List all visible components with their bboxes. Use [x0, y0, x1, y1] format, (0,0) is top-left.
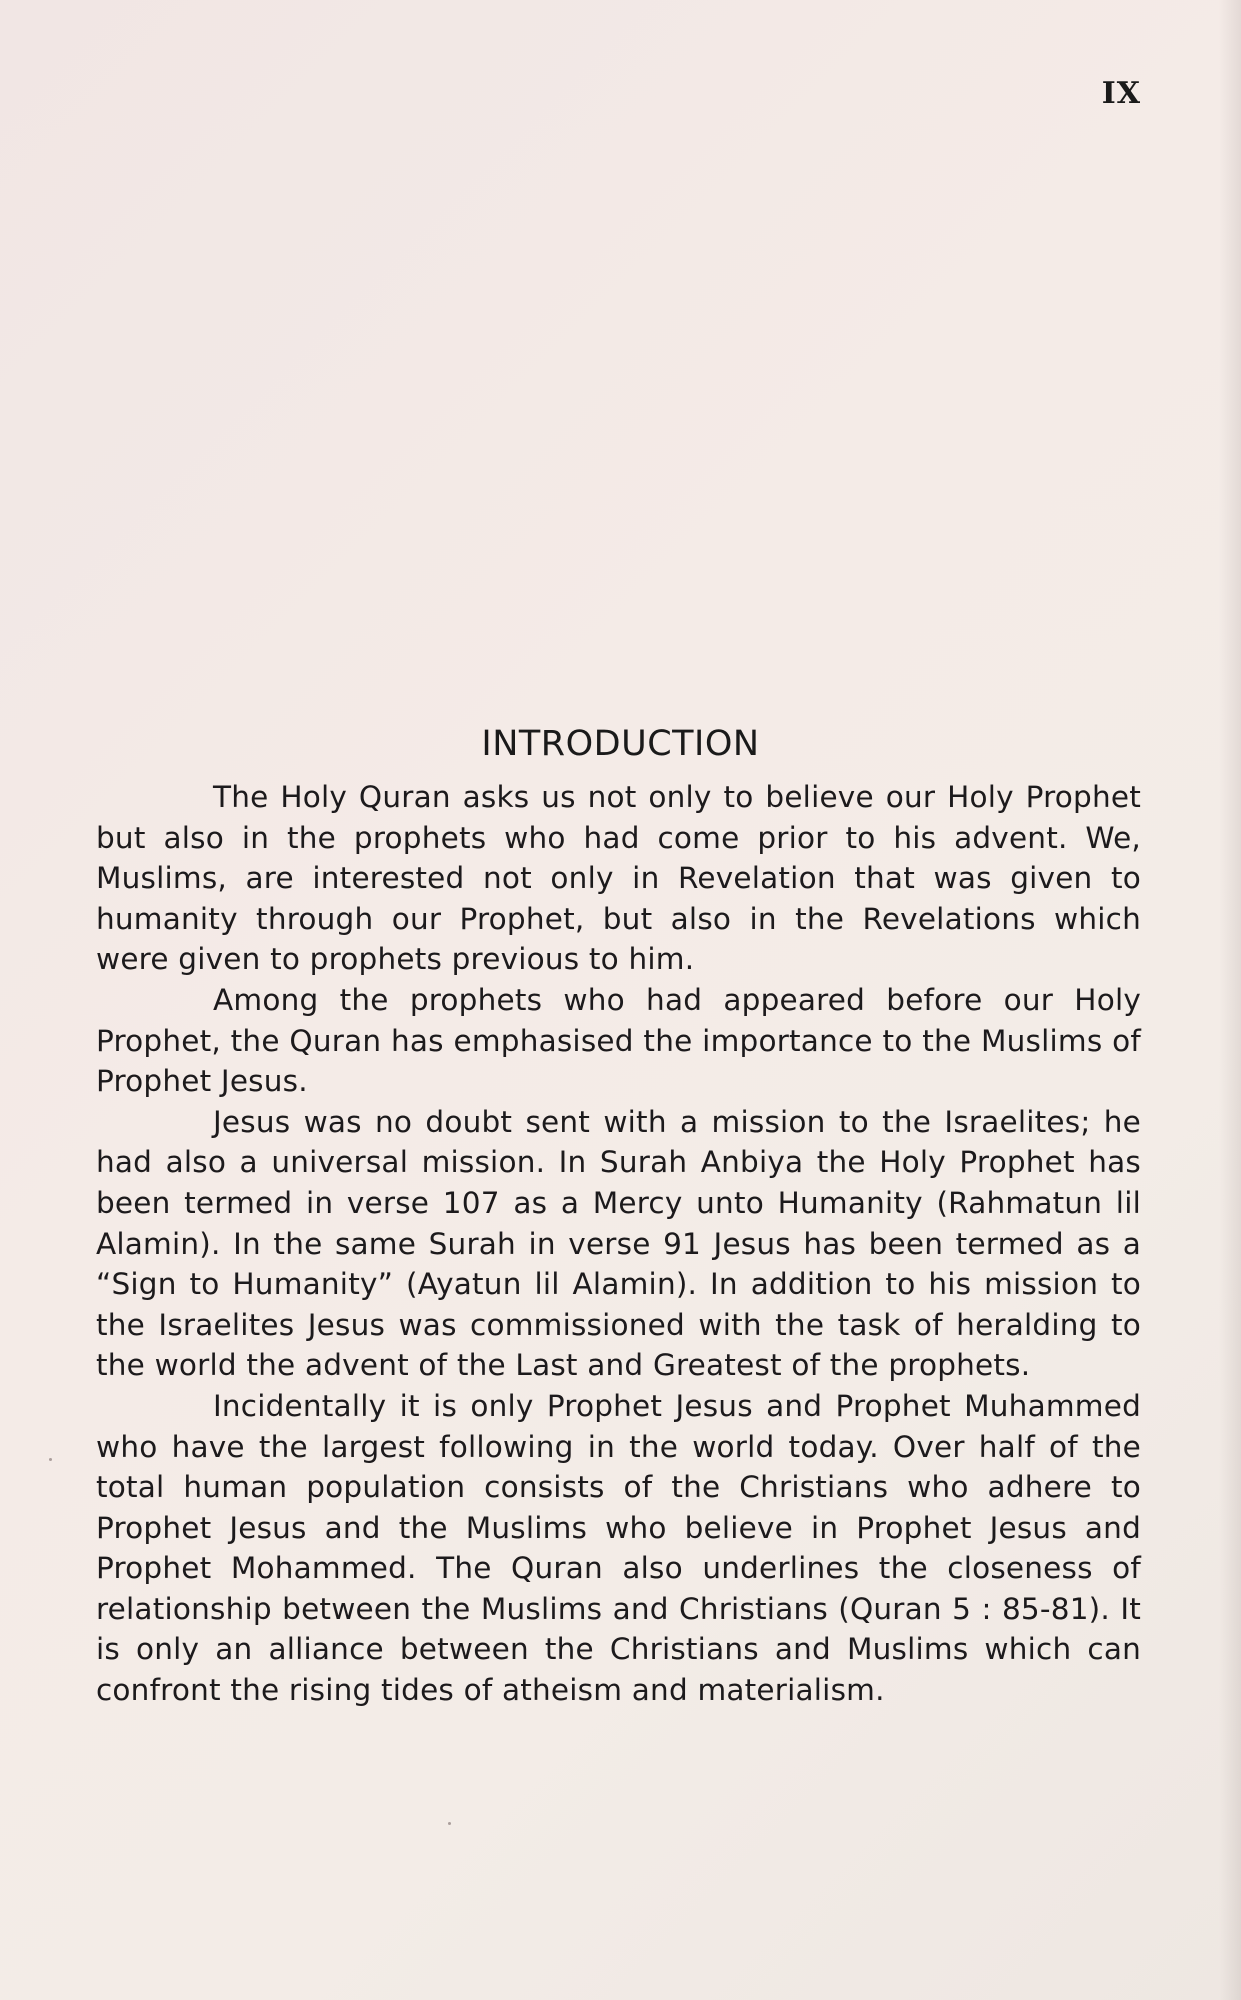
show-through-text [90, 120, 1150, 720]
page-number: IX [1101, 76, 1141, 111]
paper-speck [448, 1822, 451, 1825]
page-title: INTRODUCTION [481, 724, 760, 764]
body-text [96, 777, 1141, 1711]
paragraph-2: Among the prophets who had appeared before our Holy Prophet, the Quran has emphasised the importance to the Muslims of Prophet Jesus. [96, 982, 1141, 1099]
paragraph-4: Incidentally it is only Prophet Jesus and Prophet Muhammed who have the largest following in the world today. Over half of the total human population consists of the Christians who adhere to Prophet Jesus and the Muslims who believe in Prophet Jesus and Prophet Mohammed. The Quran also underlines the closeness of relationship between the Muslims and Christians (Quran 5 : 85-81). It is only an alliance between the Christians and Muslims which can confront the rising tides of atheism and materialism. [96, 1388, 1141, 1708]
paper-speck [49, 1458, 52, 1461]
paragraph-1: The Holy Quran asks us not only to believe our Holy Prophet but also in the prophets who had come prior to his advent. We, Muslims, are interested not only in Revelation that was given to humanity through our Prophet, but also in the Revelations which were given to prophets previous to him. [96, 780, 1141, 977]
paragraph-3: Jesus was no doubt sent with a mission to the Israelites; he had also a universal mission. In Surah Anbiya the Holy Prophet has been termed in verse 107 as a Mercy unto Humanity (Rahmatun lil Alamin). In the same Surah in verse 91 Jesus has been termed as a “Sign to Humanity” (Ayatun lil Alamin). In addition to his mission to the Israelites Jesus was commissioned with the task of heralding to the world the advent of the Last and Greatest of the prophets. [96, 1104, 1141, 1383]
page-edge-shadow [1219, 0, 1241, 2000]
